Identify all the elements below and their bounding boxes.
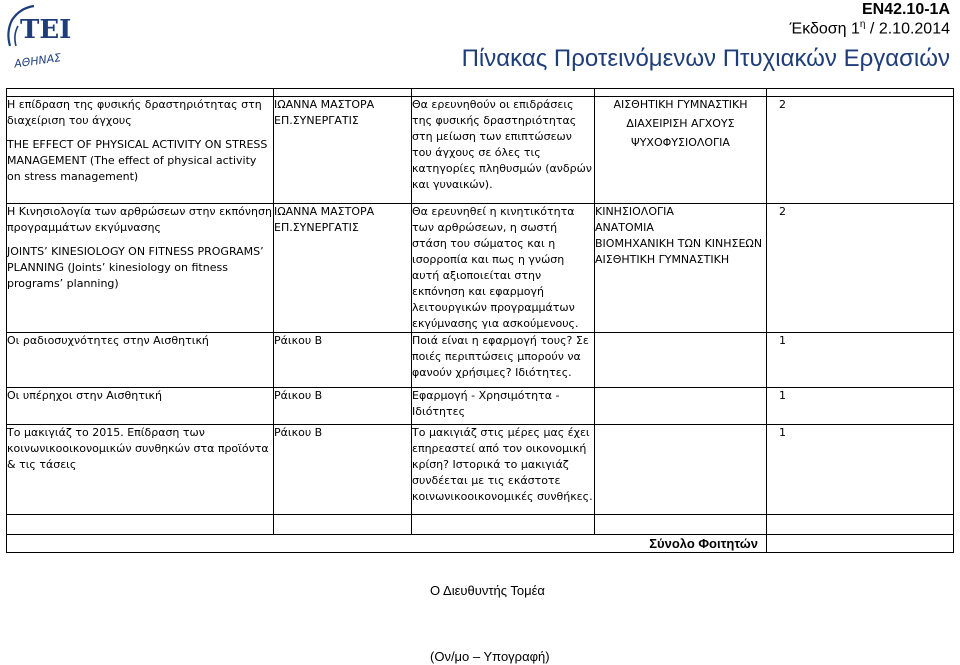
keyword: ΑΝΑΤΟΜΙΑ bbox=[595, 221, 654, 234]
topic-cell bbox=[7, 97, 274, 204]
topic-greek: Η επίδραση της φυσικής δραστηριότητας στη διαχείριση του άγχους bbox=[7, 98, 262, 127]
thesis-table bbox=[6, 88, 954, 553]
topic-cell: Το μακιγιάζ το 2015. Επίδραση των κοινωνικοοικονομικών συνθηκών στα προϊόντα & τις τάσεις bbox=[7, 425, 274, 515]
total-students-value bbox=[767, 535, 954, 553]
students-cell: 2 bbox=[767, 97, 954, 204]
total-row bbox=[7, 535, 954, 553]
topic-cell: Οι υπέρηχοι στην Αισθητική bbox=[7, 388, 274, 425]
students-cell: 1 bbox=[767, 388, 954, 425]
topic-greek: Η Κινησιολογία των αρθρώσεων στην εκπόνηση προγραμμάτων εκγύμνασης bbox=[7, 205, 272, 234]
document-code: EN42.10-1A bbox=[861, 1, 950, 18]
topic-english: JOINTS’ KINESIOLOGY ON FITNESS PROGRAMS’ PLANNING (Joints’ kinesiology on fitness programs’ planning) bbox=[7, 245, 264, 290]
topic-cell bbox=[7, 204, 274, 333]
keywords-cell bbox=[595, 388, 767, 425]
table-row bbox=[7, 204, 954, 333]
total-students-label: Σύνολο Φοιτητών bbox=[7, 535, 767, 553]
keyword: ΑΙΣΘΗΤΙΚΗ ΓΥΜΝΑΣΤΙΚΗ bbox=[613, 98, 748, 111]
students-cell: 2 bbox=[767, 204, 954, 333]
table-row bbox=[7, 388, 954, 425]
logo-swirl-inner bbox=[15, 26, 18, 46]
keywords-cell bbox=[595, 333, 767, 388]
supervisor-cell: Ράικου Β bbox=[274, 388, 412, 425]
document-version bbox=[790, 19, 950, 38]
table-header-strip bbox=[7, 89, 954, 97]
table-row bbox=[7, 97, 954, 204]
description-cell: Θα ερευνηθεί η κινητικότητα των αρθρώσεων, η σωστή στάση του σώματος και η ισορροπία και πως η γνώση αυτή αξιοποιείται στην εκπόνηση και εφαρμογή λειτουργικών προγραμμάτων εκγύμνασης για ασκούμενους. bbox=[412, 204, 595, 333]
director-label: Ο Διευθυντής Τομέα bbox=[430, 583, 545, 598]
description-cell: Εφαρμογή - Χρησιμότητα - Ιδιότητες bbox=[412, 388, 595, 425]
keyword: ΚΙΝΗΣΙΟΛΟΓΙΑ bbox=[595, 205, 674, 218]
supervisor-cell: ΙΩΑΝΝΑ ΜΑΣΤΟΡΑ ΕΠ.ΣΥΝΕΡΓΑΤΙΣ bbox=[274, 97, 412, 204]
keyword: ΔΙΑΧΕΙΡΙΣΗ ΑΓΧΟΥΣ bbox=[626, 117, 735, 130]
supervisor-cell: Ράικου Β bbox=[274, 333, 412, 388]
supervisor-cell: Ράικου Β bbox=[274, 425, 412, 515]
logo-letters-tei: ΤΕΙ bbox=[20, 15, 72, 45]
blank-row bbox=[7, 515, 954, 535]
table-row bbox=[7, 333, 954, 388]
version-superscript: η bbox=[859, 19, 866, 30]
topic-cell: Οι ραδιοσυχνότητες στην Αισθητική bbox=[7, 333, 274, 388]
description-cell: Ποιά είναι η εφαρμογή τους? Σε ποιές περιπτώσεις μπορούν να φανούν χρήσιμες? Ιδιότητες. bbox=[412, 333, 595, 388]
keyword: ΒΙΟΜΗΧΑΝΙΚΗ ΤΩΝ ΚΙΝΗΣΕΩΝ bbox=[595, 237, 763, 250]
version-prefix: Έκδοση 1 bbox=[789, 20, 860, 38]
version-date: / 2.10.2014 bbox=[865, 20, 950, 38]
keyword: ΑΙΣΘΗΤΙΚΗ ΓΥΜΝΑΣΤΙΚΗ bbox=[595, 253, 730, 266]
keywords-cell bbox=[595, 425, 767, 515]
students-cell: 1 bbox=[767, 425, 954, 515]
form-title: Πίνακας Προτεινόμενων Πτυχιακών Εργασιών bbox=[461, 45, 950, 72]
students-cell: 1 bbox=[767, 333, 954, 388]
logo-letters-athinas: ΑΘΗΝΑΣ bbox=[13, 51, 62, 71]
table-row bbox=[7, 425, 954, 515]
tei-athinas-logo bbox=[4, 2, 76, 72]
supervisor-cell: ΙΩΑΝΝΑ ΜΑΣΤΟΡΑ ΕΠ.ΣΥΝΕΡΓΑΤΙΣ bbox=[274, 204, 412, 333]
keywords-cell bbox=[595, 204, 767, 333]
description-cell: Το μακιγιάζ στις μέρες μας έχει επηρεαστεί από τον οικονομική κρίση? Ιστορικά το μακιγιάζ συνδέεται με τις εκάστοτε κοινωνικοοικονομικές συνθήκες. bbox=[412, 425, 595, 515]
description-cell: Θα ερευνηθούν οι επιδράσεις της φυσικής δραστηριότητας στη μείωση των επιπτώσεων του άγχους σε όλες τις κατηγορίες πληθυσμών (ανδρών και γυναικών). bbox=[412, 97, 595, 204]
topic-english: THE EFFECT OF PHYSICAL ACTIVITY ON STRESS MANAGEMENT (The effect of physical activity on stress management) bbox=[7, 138, 268, 183]
keywords-cell bbox=[595, 97, 767, 204]
keyword: ΨΥΧΟΦΥΣΙΟΛΟΓΙΑ bbox=[631, 136, 730, 149]
signature-label: (Ον/μο – Υπογραφή) bbox=[430, 649, 550, 664]
